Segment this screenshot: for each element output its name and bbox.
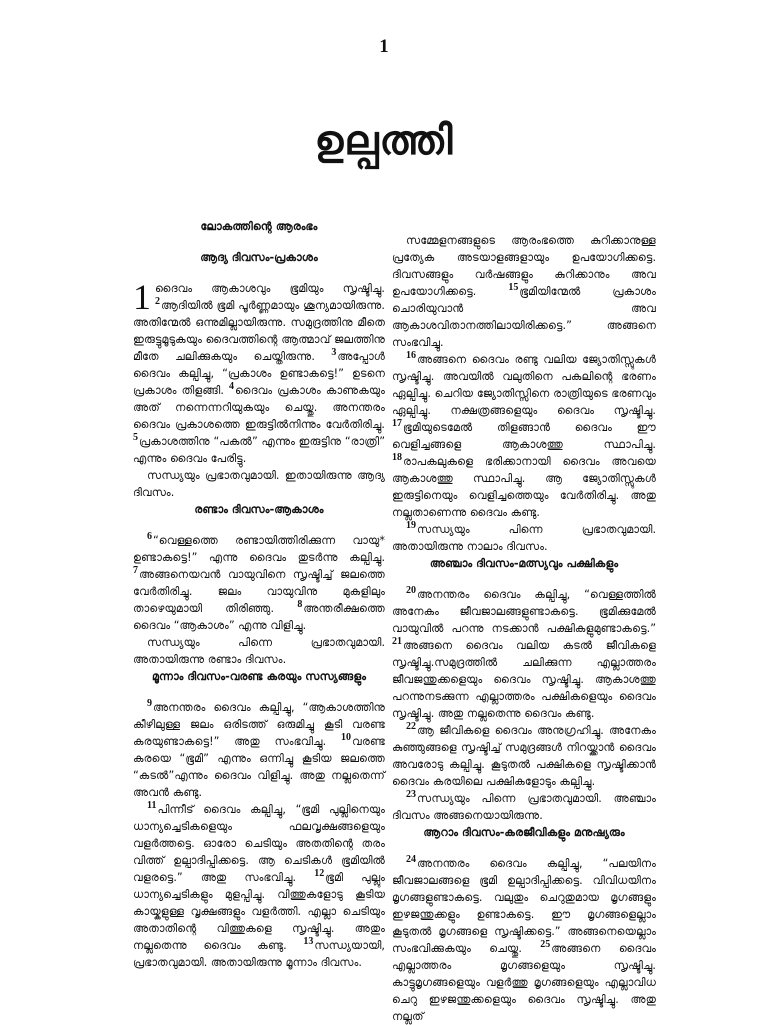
verse-number: 16 [406,350,416,362]
verse-number: 6 [147,531,152,543]
verse-text: ആദിയിൽ ഭൂമി പൂർണ്ണമായും ശൂന്യമായിരുന്നു. അതിന്മേൽ ഒന്നുമില്ലായിരുന്നു. സമുദ്രത്തിനു മീതെ ഇരുട്ടുമൂടുകയും ദൈവത്തിന്റെ ആത്മാവ് ജലത്തിനു മീതേ ചലിക്കുകയും ചെയ്തിരുന്നു. [133,299,385,363]
verse-paragraph [392,521,656,555]
verse-number: 22 [406,721,416,733]
verse-text: അങ്ങനെ ദൈവം എല്ലാത്തരം മൃഗങ്ങളെയും സൃഷ്ടിച്ചു. കാട്ടുമൃഗങ്ങളെയും വളർത്തു മൃഗങ്ങളെയും എല്ലാവിധ ചെറു ഇഴജന്തുക്കളെയും ദൈവം സൃഷ്ടിച്ചു. അതു നല്ലത് [392,942,656,1023]
section-heading: ആറാം ദിവസം-കരജീവികളും മനുഷ്യരും [423,826,625,839]
verse-paragraph [392,722,656,790]
section-heading: ലോകത്തിന്റെ ആരംഭം [200,220,318,233]
verse-number: 13 [303,936,314,948]
verse-number: 9 [147,698,152,710]
verse-number: 21 [392,636,402,648]
verse-text: ആ ജീവികളെ ദൈവം അനുഗ്രഹിച്ചു. അനേകം കുഞ്ഞുങ്ങളെ സൃഷ്ടിച്ച് സമുദ്രങ്ങൾ നിറയ്ക്കാൻ ദൈവം അവരോടു കല്പിച്ചു. കൂടുതൽ പക്ഷികളെ സൃഷ്ടിക്കാൻ ദൈവം കരയിലെ പക്ഷികളോടും കല്പിച്ചു. [392,724,656,788]
verse-text: സന്ധ്യയായി, പ്രഭാതവുമായി. അതായിരുന്നു മൂന്നാം ദിവസം. [133,939,385,969]
verse-paragraph [133,467,385,501]
verse-paragraph [392,855,656,1025]
section-heading: മൂന്നാം ദിവസം-വരണ്ട കരയും സസ്യങ്ങളും [151,670,367,683]
section-heading: അഞ്ചാം ദിവസം-മത്സ്യവും പക്ഷികളും [429,557,619,570]
verse-text: പിന്നീട് ദൈവം കല്പിച്ചു, “ഭൂമി പുല്ലിനെയും ധാന്യച്ചെടികളെയും ഫലവൃക്ഷങ്ങളെയും വളർത്തട്ടെ. ഓരോ ചെടിയും അതതിന്റെ തരം വിത്ത് ഉല്പാദിപ്പിക്കട്ടെ. ആ ചെടികൾ ഭൂമിയിൽ വളരട്ടെ.” അതു സംഭവിച്ചു. [133,803,385,884]
verse-number: 18 [392,452,402,464]
verse-paragraph [133,699,385,801]
verse-text: പ്രകാശത്തിനു “പകൽ” എന്നും ഇരുട്ടിനു “രാത്രി” എന്നും ദൈവം പേരിട്ടു. [133,435,385,465]
verse-paragraph [392,586,656,722]
verse-number: 5 [133,432,138,444]
page-number: 1 [379,36,389,57]
verse-text: “വെള്ളത്തെ രണ്ടായിത്തിരിക്കുന്ന വായു* ഉണ്ടാകട്ടെ!” എന്നു ദൈവം തുടർന്നു കല്പിച്ചു. [133,534,385,564]
verse-text: ഭൂമിയുടെമേൽ തിളങ്ങാൻ ദൈവം ഈ വെളിച്ചങ്ങളെ ആകാശത്തു സ്ഥാപിച്ചു. [392,421,656,451]
verse-number: 15 [508,282,519,294]
verse-text: അങ്ങനെ ദൈവം വലിയ കടൽ ജീവികളെ സൃഷ്ടിച്ചു.സമുദ്രത്തിൽ ചലിക്കുന്ന എല്ലാത്തരം ജീവജന്തുക്കളെയും ദൈവം സൃഷ്ടിച്ചു. ആകാശത്തു പറന്നുനടക്കുന്ന എല്ലാത്തരം പക്ഷികളെയും ദൈവം സൃഷ്ടിച്ചു. അതു നല്ലതെന്നു ദൈവം കണ്ടു. [392,639,656,720]
right-column [392,232,656,1025]
verse-paragraph [133,532,385,634]
verse-text: അനന്തരം ദൈവം കല്പിച്ചു, “പലയിനം ജീവജാലങ്ങളെ ഭൂമി ഉല്പാദിപ്പിക്കട്ടെ. വിവിധയിനം മൃഗങ്ങളുണ്ടാകട്ടെ. വലുതും ചെറുതുമായ മൃഗങ്ങളും ഇഴജന്തുക്കളും ഉണ്ടാകട്ടെ. ഈ മൃഗങ്ങളെല്ലാം കൂടുതൽ മൃഗങ്ങളെ സൃഷ്ടിക്കട്ടെ.” അങ്ങനെയെല്ലാം സംഭവിക്കുകയും ചെയ്തു. [392,857,656,955]
verse-paragraph [133,801,385,971]
verse-number: 7 [133,565,138,577]
verse-text: സന്ധ്യയും പിന്നെ പ്രഭാതവുമായി. അതായിരുന്നു നാലാം ദിവസം. [392,523,656,553]
verse-paragraph [133,277,385,467]
verse-number: 25 [540,939,551,951]
verse-text: അങ്ങനെയവൻ വായുവിനെ സൃഷ്ടിച്ച് ജലത്തെ വേർതിരിച്ചു. ജലം വായുവിനു മുകളിലും താഴെയുമായി തിരിഞ്ഞു. [133,568,385,615]
verse-paragraph [392,790,656,824]
verse-paragraph [392,232,656,351]
verse-text: ഭൂമി പുല്ലും ധാന്യച്ചെടികളും മുളപ്പിച്ചു. വിത്തുകളോടു കൂടിയ കായ്കളുള്ള വൃക്ഷങ്ങളും വളർത്തി. എല്ലാ ചെടിയും അതാതിന്റെ വിത്തുകളെ സൃഷ്ടിച്ചു. അതും നല്ലതെന്നു ദൈവം കണ്ടു. [133,871,385,952]
verse-text: ദൈവം പ്രകാശം കാണുകയും അത് നന്നെന്നറിയുകയും ചെയ്തു. അനന്തരം ദൈവം പ്രകാശത്തെ ഇരുട്ടിൽനിന്നും വേർതിരിച്ചു. [133,384,385,431]
verse-text: ദൈവം ആകാശവും ഭൂമിയും സൃഷ്ടിച്ചു. [155,282,385,295]
verse-number: 3 [331,347,337,359]
verse-text: സന്ധ്യയും പ്രഭാതവുമായി. ഇതായിരുന്നു ആദ്യ ദിവസം. [133,469,385,499]
verse-paragraph [133,634,385,668]
verse-text: അന്തരീക്ഷത്തെ ദൈവം “ആകാശം” എന്നു വിളിച്ചു. [133,602,385,632]
verse-text: രാപകലുകളെ ഭരിക്കാനായി ദൈവം അവയെ ആകാശത്തു സ്ഥാപിച്ചു. ആ ജ്യോതിസ്സുകൾ ഇരുട്ടിനെയും വെളിച്ചത്തെയും വേർതിരിച്ചു. അതു നല്ലതാണെന്നു ദൈവം കണ്ടു. [392,455,656,519]
verse-text: സന്ധ്യയും പിന്നെ പ്രഭാതവുമായി. അതായിരുന്നു രണ്ടാം ദിവസം. [133,636,385,666]
verse-paragraph [392,351,656,521]
verse-text: സമ്മേളനങ്ങളുടെ ആരംഭത്തെ കുറിക്കാനുള്ള പ്രത്യേക അടയാളങ്ങളായും ഉപയോഗിക്കട്ടെ. ദിവസങ്ങളും വർഷങ്ങളും കുറിക്കാനും അവ ഉപയോഗിക്കട്ടെ. [392,234,656,298]
verse-number: 17 [392,418,402,430]
verse-number: 19 [406,520,416,532]
verse-text: അനന്തരം ദൈവം കല്പിച്ചു, “വെള്ളത്തിൽ അനേകം ജീവജാലങ്ങളുണ്ടാകട്ടെ. ഭൂമിക്കുമേൽ വായുവിൽ പറന്നു നടക്കാൻ പക്ഷികളുമുണ്ടാകട്ടെ.” [392,588,656,635]
verse-text: സന്ധ്യയും പിന്നെ പ്രഭാതവുമായി. അഞ്ചാം ദിവസം അങ്ങനെയായിരുന്നു. [392,792,656,822]
section-heading: രണ്ടാം ദിവസം-ആകാശം [194,503,324,516]
verse-number: 4 [229,381,235,393]
verse-number: 24 [406,854,416,866]
verse-number: 11 [147,800,157,812]
verse-text: അനന്തരം ദൈവം കല്പിച്ചു, “ആകാശത്തിനു കീഴിലുള്ള ജലം ഒരിടത്ത് ഒരുമിച്ചു കൂടി വരണ്ട കരയുണ്ടാകട്ടെ!” അതു സംഭവിച്ചു. [133,701,385,748]
verse-number: 2 [155,296,160,308]
left-column [133,218,385,971]
verse-number: 12 [314,868,325,880]
chapter-number: 1 [133,277,151,317]
book-title: ഉല്പത്തി [314,118,454,164]
verse-number: 23 [406,789,416,801]
verse-text: അങ്ങനെ ദൈവം രണ്ടു വലിയ ജ്യോതിസ്സുകൾ സൃഷ്ടിച്ചു. അവയിൽ വലുതിനെ പകലിന്റെ ഭരണം ഏല്പിച്ചു. ചെറിയ ജ്യോതിസ്സിനെ രാത്രിയുടെ ഭരണവും ഏല്പിച്ചു. നക്ഷത്രങ്ങളെയും ദൈവം സൃഷ്ടിച്ചു. [392,353,656,417]
verse-text: ഭൂമിയിന്മേൽ പ്രകാശം ചൊരിയുവാൻ അവ ആകാശവിതാനത്തിലായിരിക്കട്ടെ.” അങ്ങനെ സംഭവിച്ചു. [392,285,656,349]
section-heading: ആദ്യ ദിവസം-പ്രകാശം [200,251,318,264]
verse-text: അപ്പോൾ ദൈവം കല്പിച്ചു, “പ്രകാശം ഉണ്ടാകട്ടെ!” ഉടനെ പ്രകാശം തിളങ്ങി. [133,350,385,397]
verse-number: 10 [341,732,352,744]
verse-number: 8 [297,599,303,611]
verse-text: വരണ്ട കരയെ “ഭൂമി” എന്നും ഒന്നിച്ചു കൂടിയ ജലത്തെ “കടൽ”എന്നും ദൈവം വിളിച്ചു. അതു നല്ലതെന്ന് അവൻ കണ്ടു. [133,735,385,799]
verse-number: 20 [406,585,416,597]
